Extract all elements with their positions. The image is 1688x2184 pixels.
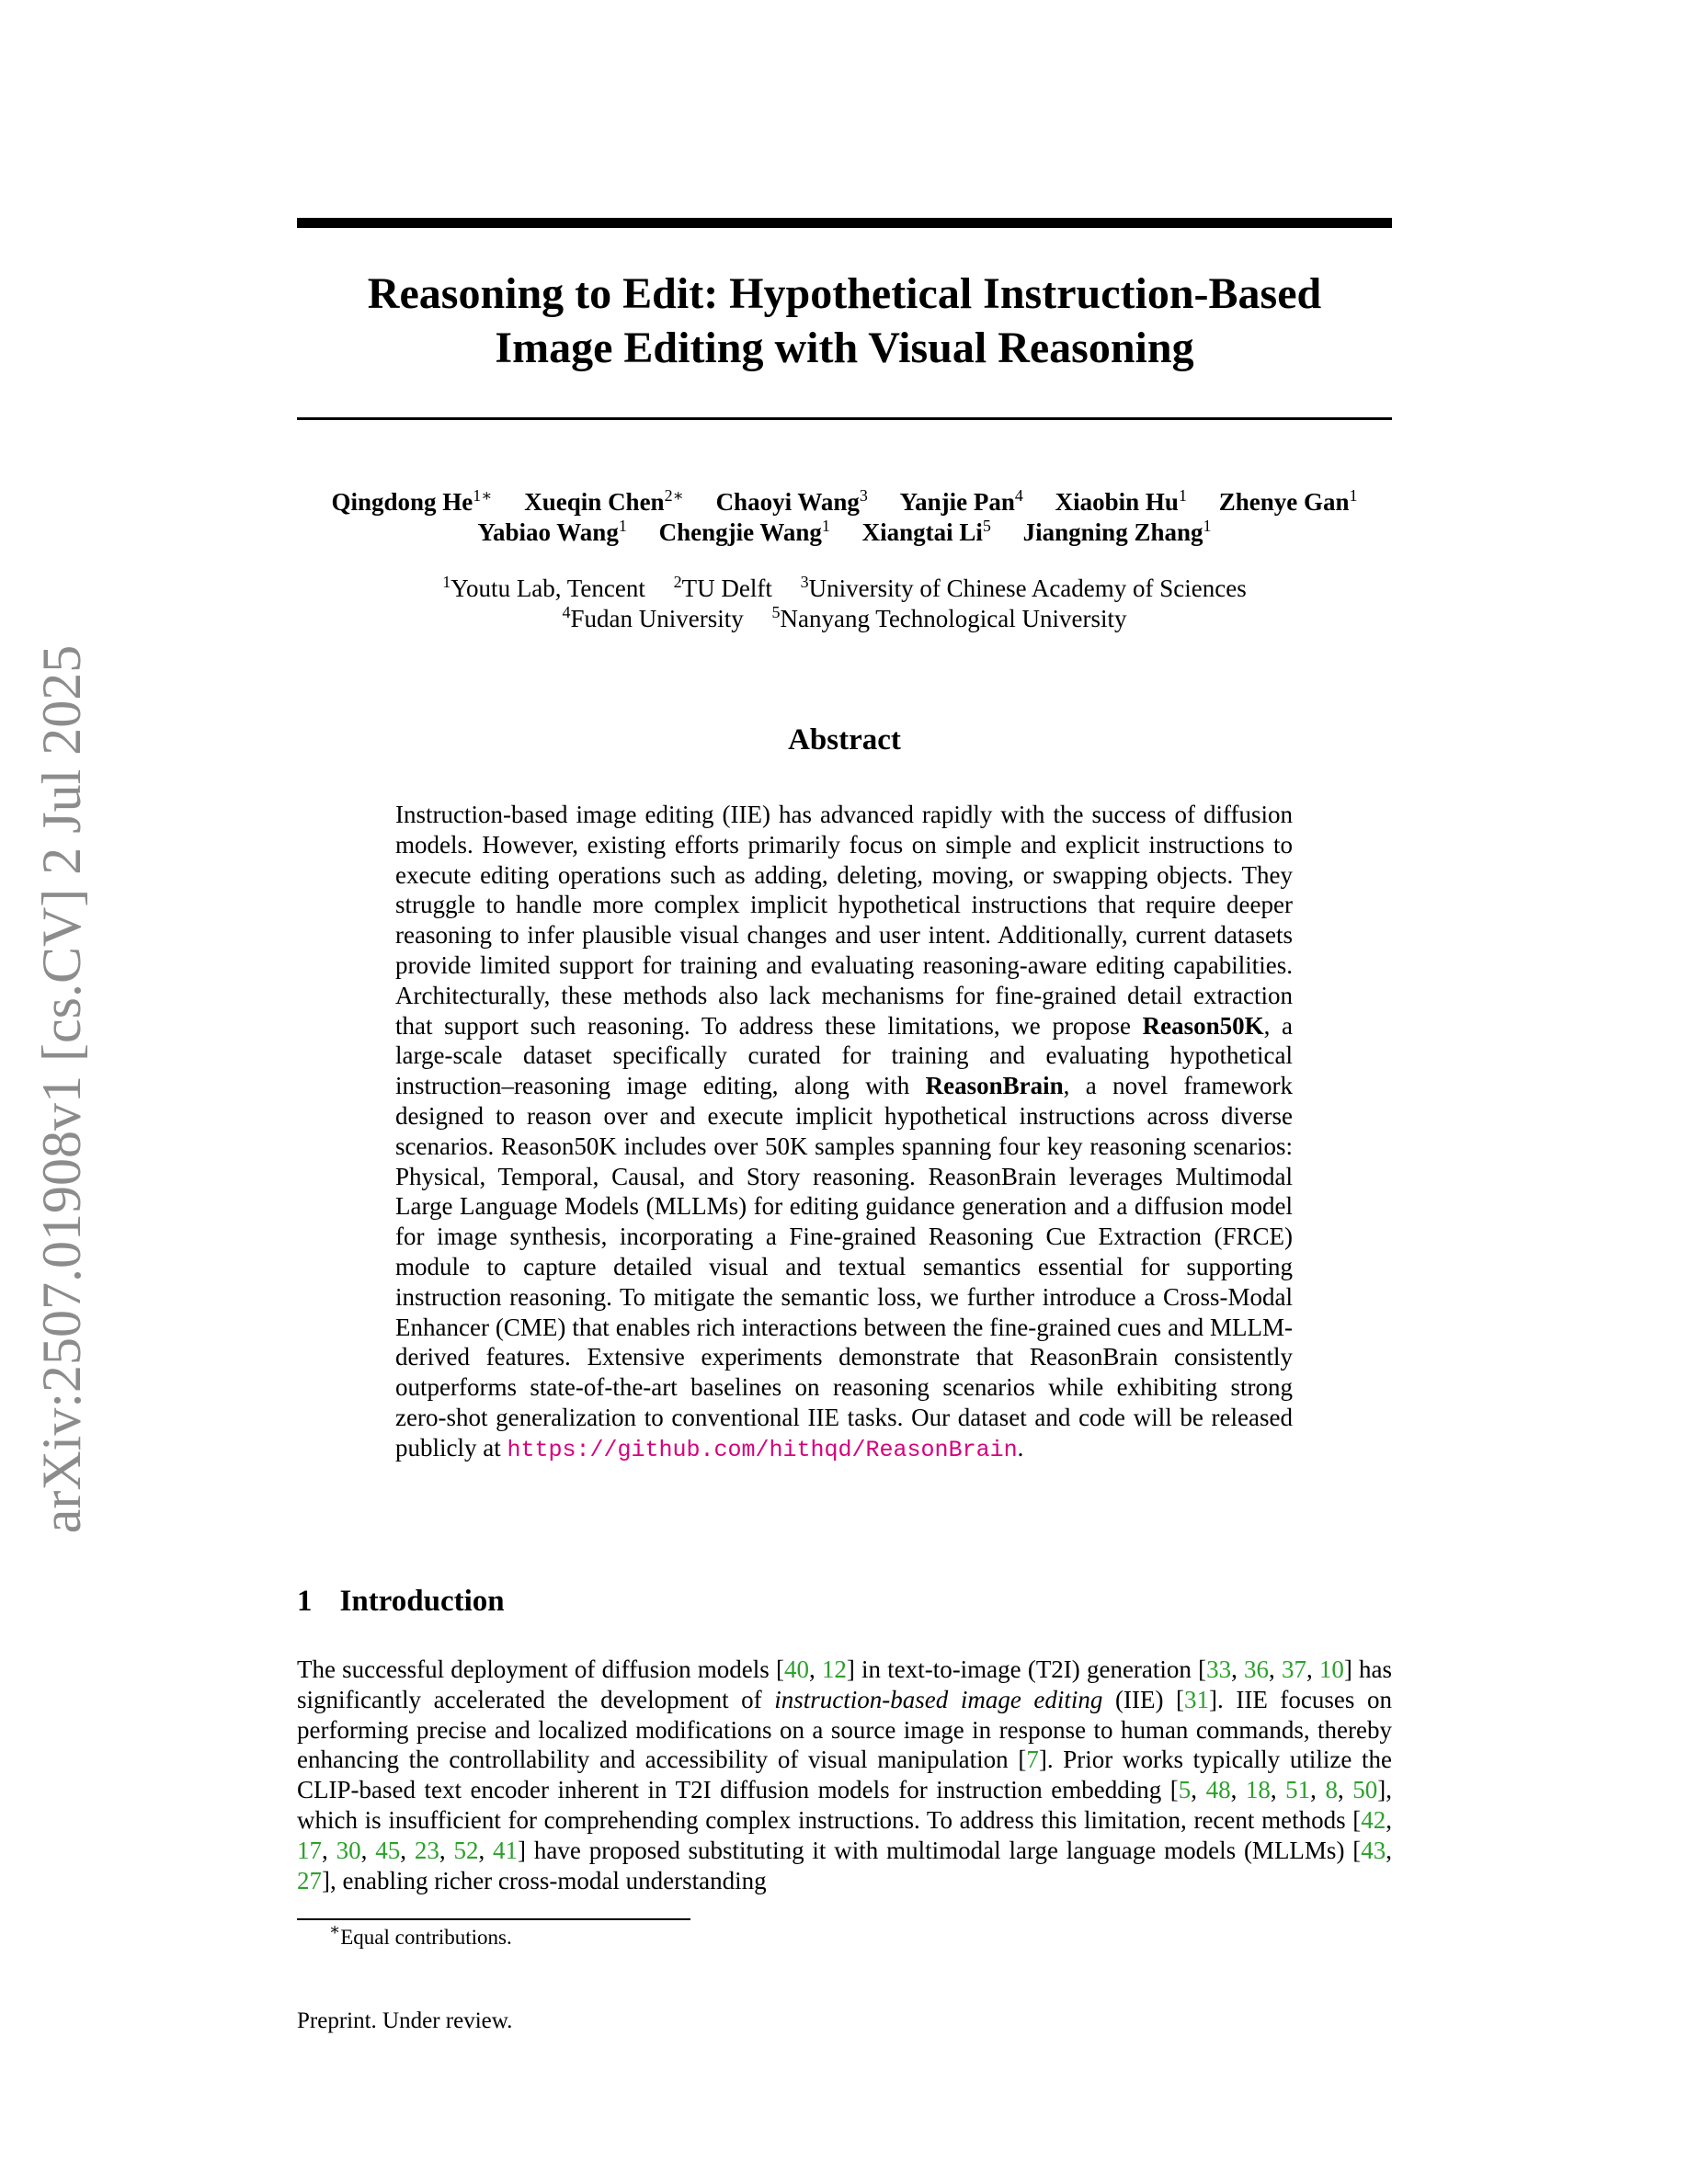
author: Chaoyi Wang$^3$ <box>715 486 868 516</box>
citation-link[interactable]: 18 <box>1245 1776 1271 1804</box>
citation-link[interactable]: 33 <box>1206 1655 1232 1683</box>
citation-link[interactable]: 27 <box>297 1866 322 1894</box>
section-title: Introduction <box>339 1585 505 1618</box>
citation-link[interactable]: 52 <box>453 1836 479 1864</box>
citation-link[interactable]: 41 <box>493 1836 519 1864</box>
affiliations <box>297 574 1392 634</box>
section-heading-introduction <box>297 1585 505 1619</box>
introduction-text: The successful deployment of diffusion models [40, 12] in text-to-image (T2I) generation [33, 36, 37, 10] has significantly accelerated the development of instruction-based image editing (IIE) [31]. IIE focuses on performing precise and localized modifications on a source image in response to human commands, thereby enhancing the controllability and accessibility of visual manipulation [7]. Prior works typically utilize the CLIP-based text encoder inherent in T2I diffusion models for instruction embedding [5, 48, 18, 51, 8, 50], which is insufficient for comprehending complex instructions. To address this limitation, recent methods [42, 17, 30, 45, 23, 52, 41] have proposed substituting it with multimodal large language models (MLLMs) [43, 27], enabling richer cross-modal understanding <box>297 1655 1393 1894</box>
citation-link[interactable]: 17 <box>297 1836 322 1864</box>
citation-link[interactable]: 37 <box>1281 1655 1306 1683</box>
author: Xiangtai Li$^5$ <box>861 517 991 546</box>
paper-title <box>297 267 1392 375</box>
footnote-mark: ∗ <box>329 1920 341 1939</box>
authors-row-1 <box>276 487 1413 518</box>
citation-link[interactable]: 42 <box>1361 1805 1386 1834</box>
citation-link[interactable]: 48 <box>1205 1776 1231 1804</box>
affiliations-row-2 <box>297 604 1392 634</box>
author: Xiaobin Hu$^1$ <box>1055 486 1187 516</box>
citation-link[interactable]: 8 <box>1325 1776 1338 1804</box>
title-top-rule <box>297 218 1392 228</box>
affiliation: $^1$Youtu Lab, Tencent <box>442 573 645 602</box>
authors-row-2 <box>276 518 1413 548</box>
affiliation: $^2$TU Delft <box>673 573 772 602</box>
citation-link[interactable]: 36 <box>1244 1655 1270 1683</box>
emphasized-term: instruction-based image editing <box>774 1685 1103 1713</box>
abstract-text: Instruction-based image editing (IIE) has advanced rapidly with the success of diffusion models. However, existing efforts primarily focus on simple and explicit instructions to execute editing operations such as adding, deleting, moving, or swapping objects. They struggle to handle more complex implicit hypothetical instructions that require deeper reasoning to infer plausible visual changes and user intent. Additionally, current datasets provide limited support for training and evaluating reasoning-aware editing capabilities. Architecturally, these methods also lack mechanisms for fine-grained detail extraction that support such reasoning. To address these limitations, we propose Reason50K, a large-scale dataset specifically curated for training and evaluating hypothetical instruction–reasoning image editing, along with ReasonBrain, a novel framework designed to reason over and execute implicit hypothetical instructions across diverse scenarios. Reason50K includes over 50K samples spanning four key reasoning scenarios: Physical, Temporal, Causal, and Story reasoning. ReasonBrain leverages Multimodal Large Language Models (MLLMs) for editing guidance generation and a diffusion model for image synthesis, incorporating a Fine-grained Reasoning Cue Extraction (FRCE) module to capture detailed visual and textual semantics essential for supporting instruction reasoning. To mitigate the semantic loss, we further introduce a Cross-Modal Enhancer (CME) that enables rich interactions between the fine-grained cues and MLLM-derived features. Extensive experiments demonstrate that ReasonBrain consistently outperforms state-of-the-art baselines on reasoning scenarios while exhibiting strong zero-shot generalization to conventional IIE tasks. Our dataset and code will be released publicly at https://github.com/hithqd/ReasonBrain. <box>395 801 1294 1463</box>
title-bottom-rule <box>297 417 1392 420</box>
author: Qingdong $He^{1∗}$ <box>331 486 493 516</box>
affiliation: $^5$Nanyang Technological University <box>771 603 1127 632</box>
citation-link[interactable]: 5 <box>1178 1776 1192 1804</box>
section-number: 1 <box>297 1585 313 1618</box>
github-link[interactable]: https://github.com/hithqd/ReasonBrain <box>507 1436 1018 1463</box>
author-list <box>276 487 1413 548</box>
dataset-name: Reason50K <box>1142 1011 1264 1040</box>
author: Yanjie Pan$^4$ <box>899 486 1023 516</box>
arxiv-stamp: arXiv:2507.01908v1 [cs.CV] 2 Jul 2025 <box>31 644 92 1534</box>
author: Chengjie Wang$^1$ <box>658 517 830 546</box>
affiliations-row-1 <box>297 574 1392 604</box>
citation-link[interactable]: 51 <box>1285 1776 1311 1804</box>
footnote-rule <box>297 1918 690 1920</box>
affiliation: $^3$University of Chinese Academy of Sciences <box>800 573 1247 602</box>
author: Yabiao Wang$^1$ <box>477 517 627 546</box>
citation-link[interactable]: 30 <box>336 1836 361 1864</box>
citation-link[interactable]: 43 <box>1361 1836 1386 1864</box>
title-line-1: Reasoning to Edit: Hypothetical Instruction-Based <box>367 269 1322 318</box>
citation-link[interactable]: 7 <box>1026 1746 1039 1774</box>
citation-link[interactable]: 12 <box>821 1655 847 1683</box>
affiliation: $^4$Fudan University <box>562 603 744 632</box>
author: Xueqin Chen$^{2∗}$ <box>524 486 684 516</box>
citation-link[interactable]: 45 <box>375 1836 401 1864</box>
citation-link[interactable]: 40 <box>783 1655 809 1683</box>
author: Jiangning Zhang$^1$ <box>1022 517 1212 546</box>
preprint-note: Preprint. Under review. <box>297 2008 513 2033</box>
author: Zhenye Gan$^1$ <box>1218 486 1358 516</box>
framework-name: ReasonBrain <box>925 1072 1064 1100</box>
title-line-2: Image Editing with Visual Reasoning <box>495 324 1194 372</box>
citation-link[interactable]: 31 <box>1184 1685 1210 1713</box>
citation-link[interactable]: 23 <box>414 1836 439 1864</box>
citation-link[interactable]: 10 <box>1318 1655 1344 1683</box>
citation-link[interactable]: 50 <box>1352 1776 1378 1804</box>
abstract-heading: Abstract <box>788 723 901 756</box>
footnote: ∗Equal contributions. <box>329 1920 512 1949</box>
